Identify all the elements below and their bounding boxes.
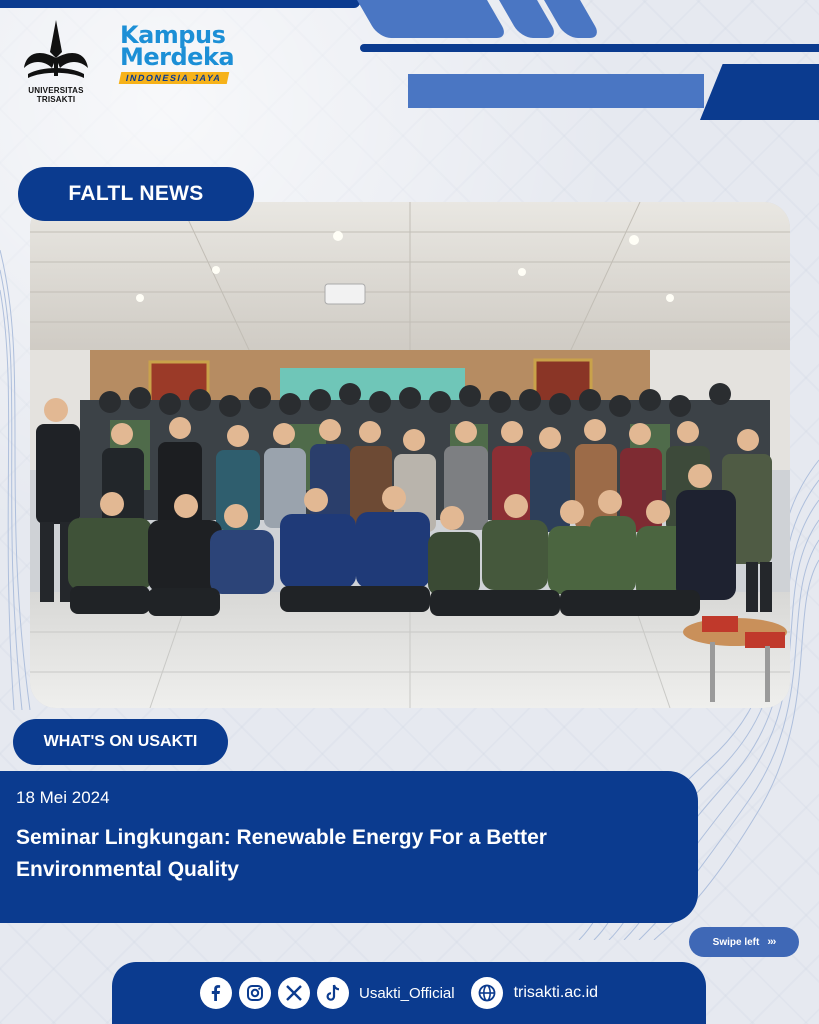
university-caption: UNIVERSITAS TRISAKTI <box>28 86 84 104</box>
top-decor-pill <box>357 0 509 38</box>
tiktok-icon[interactable] <box>317 977 349 1009</box>
group-photo-illustration <box>30 202 790 708</box>
chevron-right-icon: ››› <box>767 936 776 948</box>
km-band: INDONESIA JAYA <box>119 72 229 84</box>
group-photo <box>30 202 790 708</box>
section-badge: WHAT'S ON USAKTI <box>13 719 228 765</box>
top-decor-line <box>0 0 360 8</box>
globe-icon <box>471 977 503 1009</box>
social-handle[interactable]: Usakti_Official <box>359 984 455 1002</box>
news-badge: FALTL NEWS <box>18 167 254 221</box>
trisakti-logo <box>10 18 102 104</box>
swipe-label: Swipe left <box>712 936 760 948</box>
footer-bar <box>112 962 706 1024</box>
instagram-icon[interactable] <box>239 977 271 1009</box>
km-line2: Merdeka <box>120 43 235 71</box>
article-panel <box>0 771 698 923</box>
top-decor-rule <box>360 44 819 52</box>
header-decor-bar <box>408 74 704 108</box>
article-date: 18 Mei 2024 <box>16 788 110 807</box>
website-link[interactable]: trisakti.ac.id <box>513 984 599 1001</box>
kampus-merdeka-logo <box>120 21 250 86</box>
facebook-icon[interactable] <box>200 977 232 1009</box>
header-decor-block <box>700 64 819 120</box>
x-icon[interactable] <box>278 977 310 1009</box>
trisakti-emblem-icon <box>18 18 94 82</box>
article-title: Seminar Lingkungan: Renewable Energy For a Better Environmental Quality <box>16 826 547 881</box>
km-line1: Kampus <box>120 21 226 49</box>
